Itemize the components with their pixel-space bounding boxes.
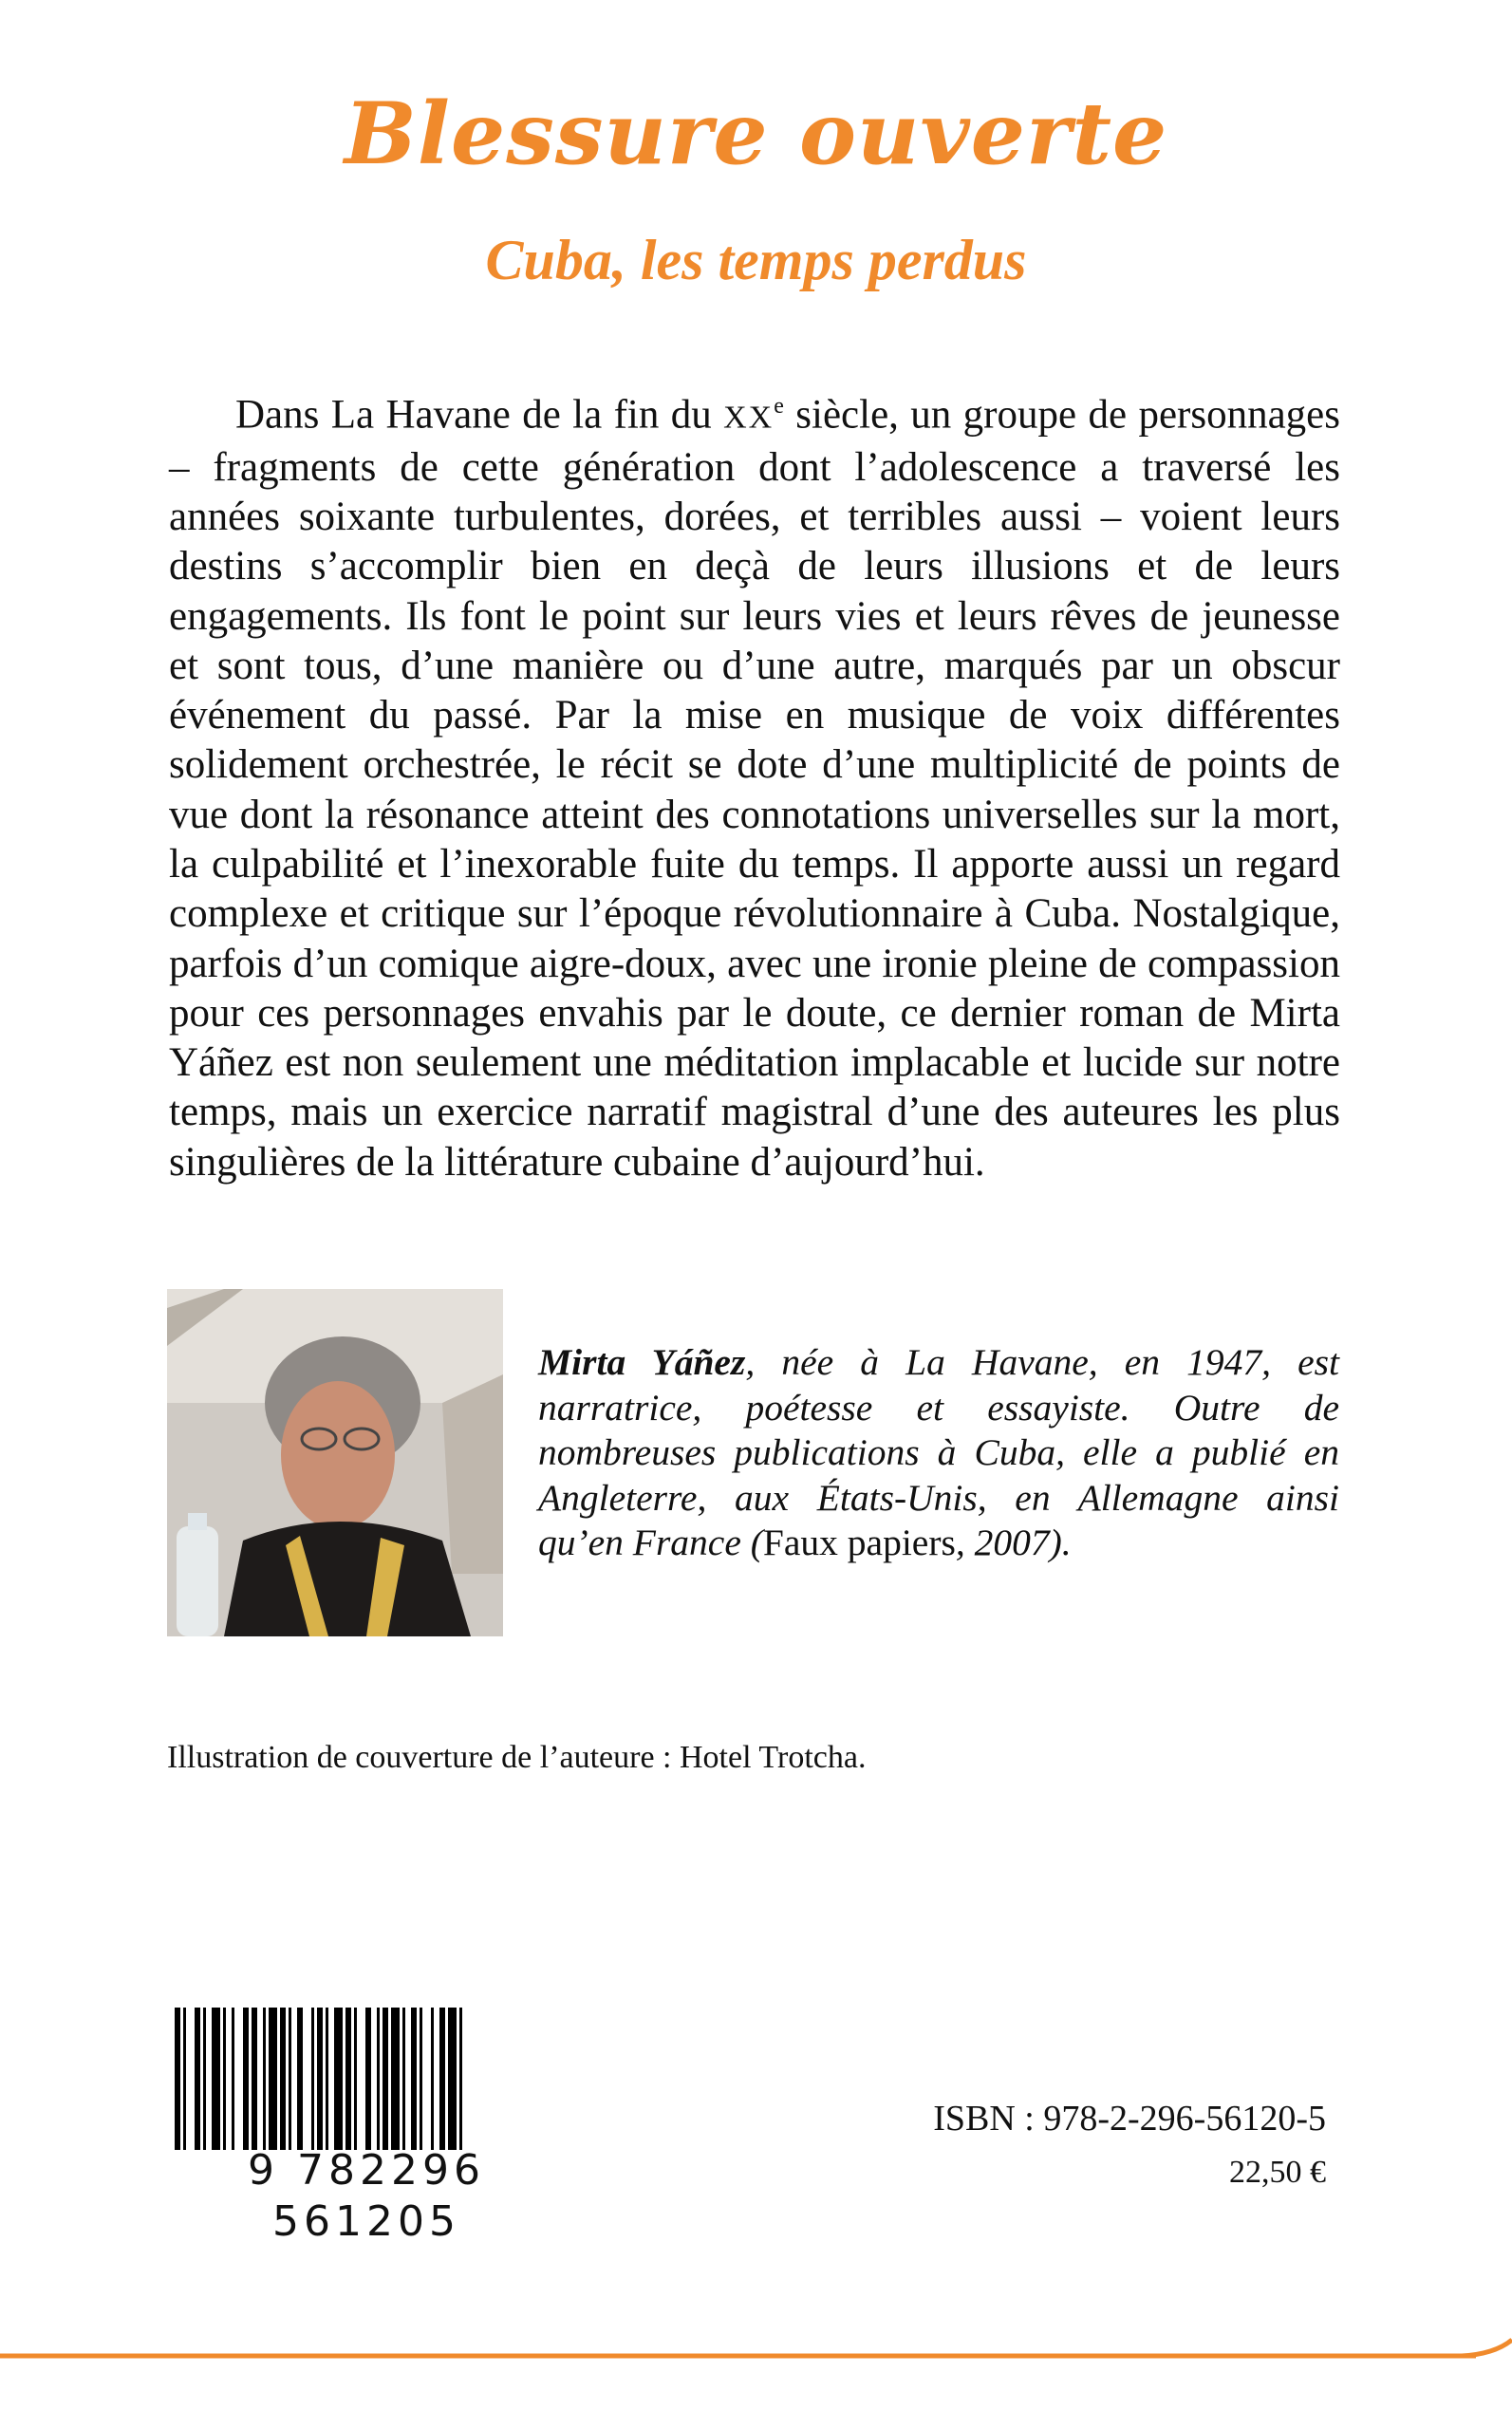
- barcode-bar: [183, 2008, 186, 2150]
- isbn: ISBN : 978-2-296-56120-5: [933, 2099, 1326, 2139]
- author-bio-end: , 2007).: [955, 1522, 1072, 1563]
- barcode-bar: [345, 2008, 351, 2150]
- barcode-digits: 9 782296 561205: [248, 2146, 485, 2246]
- barcode-bar: [289, 2008, 291, 2150]
- barcode-bars: [167, 2008, 566, 2150]
- century-numeral: XX: [723, 400, 775, 436]
- barcode-bar: [203, 2008, 206, 2150]
- author-bio: [538, 1340, 1339, 1566]
- barcode-bar: [175, 2008, 180, 2150]
- barcode-bar: [431, 2008, 434, 2150]
- barcode-bar: [354, 2008, 357, 2150]
- barcode-bar: [269, 2008, 277, 2150]
- decorative-bottom-line: [0, 2335, 1512, 2410]
- century-superscript: e: [774, 394, 784, 419]
- barcode-bar: [365, 2008, 371, 2150]
- author-name: Mirta Yáñez: [538, 1341, 746, 1383]
- barcode-bar: [311, 2008, 314, 2150]
- barcode-bar: [391, 2008, 400, 2150]
- author-portrait-image: [167, 1289, 503, 1636]
- barcode-bar: [243, 2008, 249, 2150]
- barcode-bar: [439, 2008, 445, 2150]
- barcode-bar: [448, 2008, 457, 2150]
- barcode-bar: [195, 2008, 200, 2150]
- price: 22,50 €: [1229, 2155, 1326, 2190]
- cover-illustration-credit: Illustration de couverture de l’auteure : Hotel Trotcha.: [167, 1740, 867, 1775]
- author-photo: [167, 1289, 503, 1636]
- barcode-bar: [383, 2008, 388, 2150]
- barcode-bar: [212, 2008, 220, 2150]
- barcode-bar: [280, 2008, 286, 2150]
- barcode-bar: [223, 2008, 226, 2150]
- barcode-bar: [317, 2008, 323, 2150]
- barcode-bar: [263, 2008, 266, 2150]
- author-bio-text: , née à La Havane, en 1947, est narratrice, poétesse et essayiste. Outre de nombreuses publications à Cuba, elle a publié en Angleterre, aux États-Unis, en Allemagne ainsi qu’en France (: [538, 1341, 1339, 1563]
- barcode-bar: [402, 2008, 405, 2150]
- barcode-bar: [326, 2008, 328, 2150]
- summary-text-rest: siècle, un groupe de personnages – fragments de cette génération dont l’adolescence a traversé les années soixante turbulentes, dorées, et terribles aussi – voient leurs destins s’accomplir bien en deçà de leurs illusions et de leurs engagements. Ils font le point sur leurs vies et leurs rêves de jeunesse et sont tous, d’une manière ou d’une autre, marqués par un obscur événement du passé. Par la mise en musique de voix différentes solidement orchestrée, le récit se dote d’une multiplicité de points de vue dont la résonance atteint des connotations universelles sur la mort, la culpabilité et l’inexorable fuite du temps. Il apporte aussi un regard complexe et critique sur l’époque révolutionnaire à Cuba. Nostalgique, parfois d’un comique aigre-doux, avec une ironie pleine de compassion pour ces personnages envahis par le doute, ce dernier roman de Mirta Yáñez est non seulement une méditation implacable et lucide sur notre temps, mais un exercice narratif magistral d’une des auteures les plus singulières de la littérature cubaine d’aujourd’hui.: [169, 392, 1340, 1185]
- barcode-bar: [252, 2008, 257, 2150]
- barcode-bar: [232, 2008, 234, 2150]
- book-title: Blessure ouverte: [344, 84, 1168, 184]
- barcode-bar: [459, 2008, 462, 2150]
- summary-text-start: Dans La Havane de la fin du: [235, 392, 724, 438]
- barcode-bar: [334, 2008, 343, 2150]
- book-subtitle: Cuba, les temps perdus: [485, 229, 1027, 291]
- barcode-bar: [377, 2008, 380, 2150]
- previous-book-title: Faux papiers: [762, 1522, 956, 1563]
- barcode-bar: [420, 2008, 422, 2150]
- back-cover-summary: [169, 382, 1340, 1187]
- barcode-bar: [297, 2008, 303, 2150]
- barcode-bar: [411, 2008, 417, 2150]
